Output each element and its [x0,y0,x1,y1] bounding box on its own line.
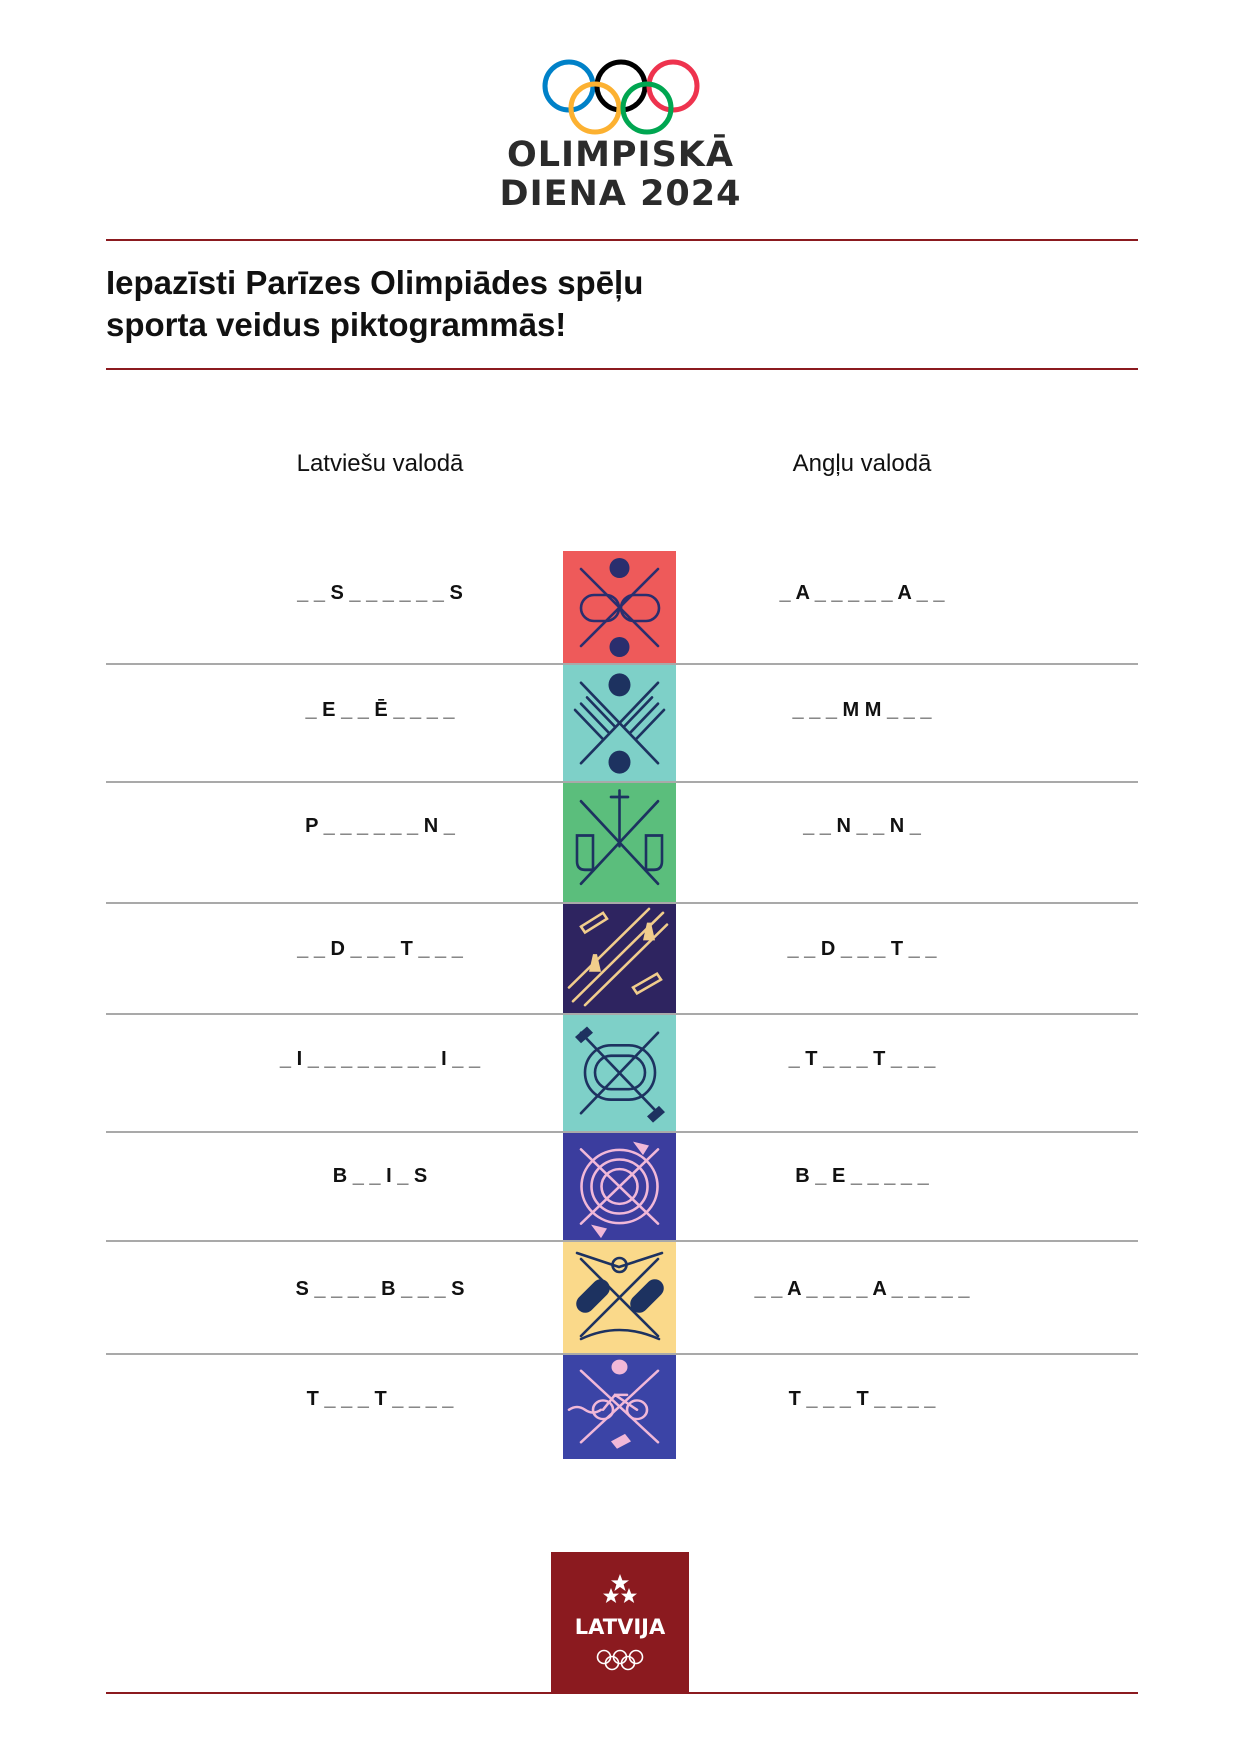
page-title-line-2: sporta veidus piktogrammās! [106,306,567,343]
latvian-word-blanks: _ _ S _ _ _ _ _ _ S [297,582,463,604]
row-divider [106,663,1138,665]
fencing-icon [563,782,676,903]
latvian-word-blanks: _ I _ _ _ _ _ _ _ _ I _ _ [279,1048,481,1070]
row-divider [106,781,1138,783]
logo-line-1: OLIMPISKĀ [507,135,734,175]
english-word-blanks: B _ E _ _ _ _ _ [795,1165,929,1187]
skateboarding-icon [563,1241,676,1354]
latvian-word-blanks: _ _ D _ _ _ T _ _ _ [297,938,463,960]
column-header-english: Angļu valodā [792,450,932,477]
latvian-word-blanks: P _ _ _ _ _ _ N _ [305,815,455,837]
english-word-blanks: _ A _ _ _ _ _ A _ _ [779,582,945,604]
swimming-icon [563,664,676,782]
sport-pictogram-tile [563,903,676,1014]
olympic-rings-logo [535,58,707,138]
english-word-blanks: _ T _ _ _ T _ _ _ [788,1048,936,1070]
basketball-icon [563,551,676,664]
logo-line-2: DIENA 2024 [499,174,742,214]
small-olympic-rings-icon [596,1649,644,1671]
page-title-line-1: Iepazīsti Parīzes Olimpiādes spēļu [106,264,644,301]
sport-pictogram-tile [563,664,676,782]
english-word-blanks: _ _ D _ _ _ T _ _ [787,938,937,960]
english-word-blanks: _ _ A _ _ _ _ A _ _ _ _ _ [754,1278,970,1300]
row-divider [106,1353,1138,1355]
sport-pictogram-tile [563,1132,676,1241]
athletics-icon [563,1014,676,1132]
three-stars-icon [600,1574,640,1610]
bottom-divider [106,1692,1138,1694]
row-divider [106,1131,1138,1133]
sport-pictogram-tile [563,551,676,664]
triathlon-icon [563,1354,676,1459]
latvian-word-blanks: S _ _ _ _ B _ _ _ S [295,1278,465,1300]
title-divider [106,368,1138,370]
row-divider [106,902,1138,904]
column-header-latvian: Latviešu valodā [296,450,464,477]
top-divider [106,239,1138,241]
breaking-icon [563,1132,676,1241]
logo-wordmark [0,136,1241,214]
latvija-label: LATVIJA [574,1615,666,1639]
row-divider [106,1013,1138,1015]
badminton-icon [563,903,676,1014]
latvian-word-blanks: B _ _ I _ S [332,1165,428,1187]
page-title [106,262,806,346]
latvian-word-blanks: T _ _ _ T _ _ _ _ [306,1388,454,1410]
sport-pictogram-tile [563,1014,676,1132]
english-word-blanks: T _ _ _ T _ _ _ _ [788,1388,936,1410]
latvian-word-blanks: _ E _ _ Ē _ _ _ _ [305,699,455,721]
english-word-blanks: _ _ _ M M _ _ _ [792,699,932,721]
english-word-blanks: _ _ N _ _ N _ [803,815,921,837]
row-divider [106,1240,1138,1242]
sport-pictogram-tile [563,782,676,903]
sport-pictogram-tile [563,1241,676,1354]
latvija-olympic-badge [551,1552,689,1693]
sport-pictogram-tile [563,1354,676,1459]
